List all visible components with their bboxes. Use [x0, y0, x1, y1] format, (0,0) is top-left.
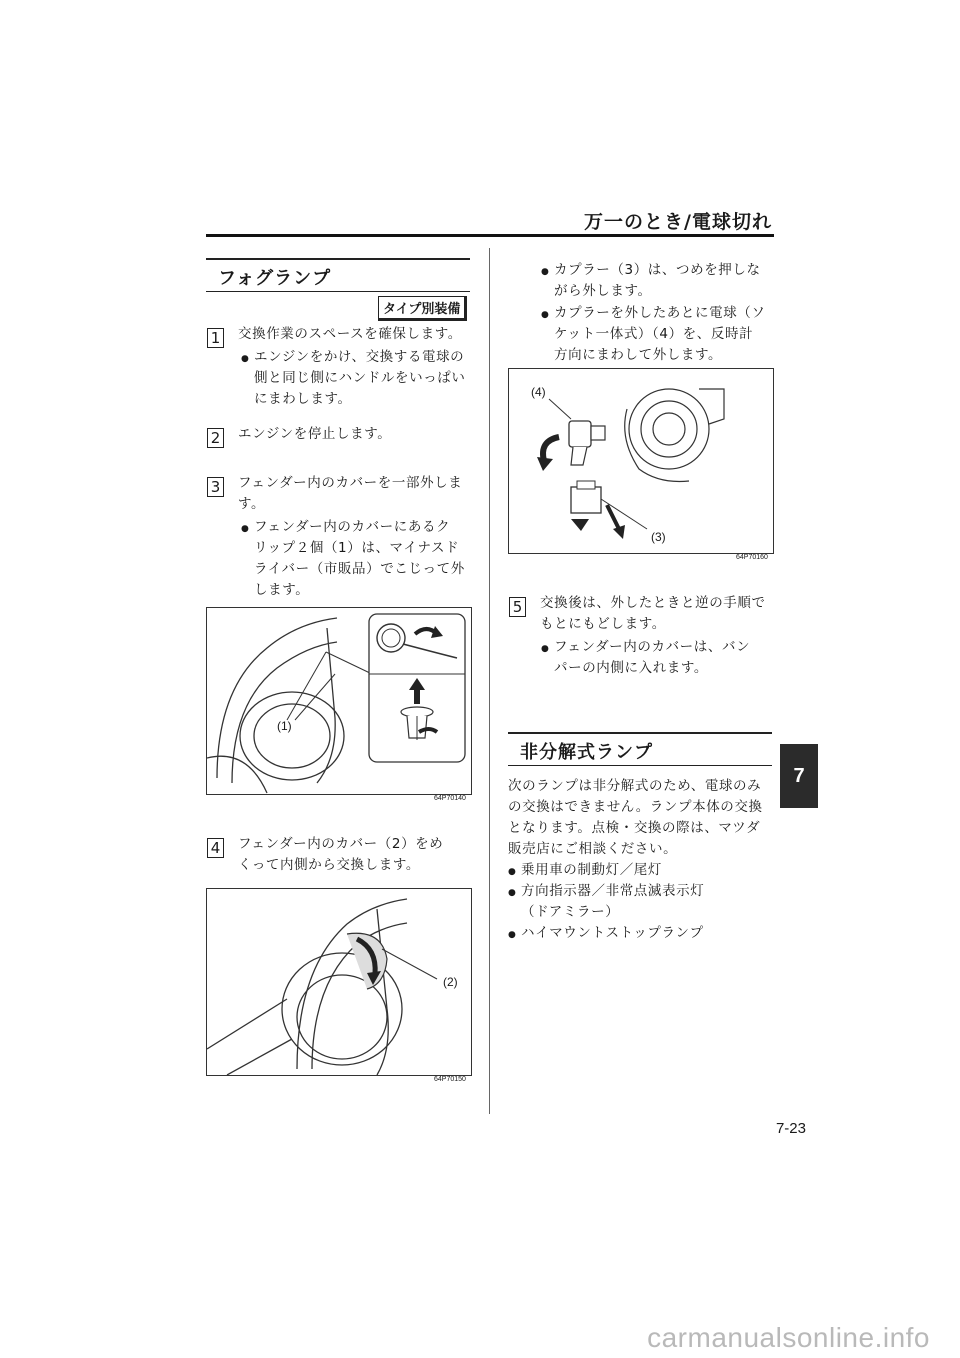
step-5-bullet: フェンダー内のカバーは、バン パーの内側に入れます。: [554, 639, 751, 676]
list-item: 方向指示器／非常点滅表示灯: [521, 883, 705, 899]
section-heading-fog-lamp: [206, 258, 470, 292]
section-heading-non-disassembly: [508, 732, 772, 766]
step-number-3: 3: [207, 477, 224, 497]
step-number-2: 2: [207, 428, 224, 448]
figure-1-code: 64P70140: [434, 795, 466, 802]
figure-bulb-removal: [508, 368, 774, 554]
step-2-text: エンジンを停止します。: [238, 426, 392, 442]
figure-1-callout: (1): [277, 719, 292, 733]
non-disassembly-paragraph: 次のランプは非分解式のため、電球のみ の交換はできません。ランプ本体の交換 となります。点検・交換の際は、マツダ 販売店にご相談ください。: [508, 778, 763, 857]
page-header-title: 万一のとき/電球切れ: [584, 211, 772, 233]
step-1-text: 交換作業のスペースを確保します。: [238, 326, 462, 342]
step-4-text: フェンダー内のカバー（2）をめ くって内側から交換します。: [238, 836, 444, 873]
section-title: フォグランプ: [218, 268, 332, 289]
step-3-bullet: フェンダー内のカバーにあるク リップ２個（1）は、マイナスド ライバー（市販品）でこじって外 します。: [254, 519, 465, 598]
list-item: ハイマウントストップランプ: [521, 925, 704, 941]
column-divider: [489, 248, 490, 1114]
fender-cover-illustration: [207, 889, 471, 1075]
step-5-text: 交換後は、外したときと逆の手順で もとにもどします。: [540, 595, 766, 632]
list-item: （ドアミラー）: [521, 904, 620, 920]
watermark: carmanualsonline.info: [647, 1322, 930, 1353]
figure-2-callout: (2): [443, 975, 458, 989]
equipment-type-badge: タイプ別装備: [378, 296, 467, 321]
figure-3-code: 64P70160: [736, 554, 768, 561]
step-number-5: 5: [509, 597, 526, 617]
chapter-tab: 7: [780, 744, 818, 808]
fender-clip-illustration: [207, 608, 471, 794]
bulb-socket-illustration: [509, 369, 773, 553]
step-number-1: 1: [207, 328, 224, 348]
list-item: 乗用車の制動灯／尾灯: [521, 862, 662, 878]
figure-2-code: 64P70150: [434, 1076, 466, 1083]
coupler-bullet: カプラー（3）は、つめを押しな がら外します。: [554, 262, 761, 299]
header-rule: [206, 234, 774, 237]
step-3-text: フェンダー内のカバーを一部外しま す。: [238, 475, 463, 512]
step-number-4: 4: [207, 838, 224, 858]
non-disassembly-list: [521, 860, 704, 944]
bulb-bullet: カプラーを外したあとに電球（ソ ケット一体式）（4）を、反時計 方向にまわして外します。: [554, 305, 766, 363]
figure-3-callout-4: (4): [531, 385, 546, 399]
figure-clip-removal: [206, 607, 472, 795]
page-number: 7-23: [775, 1120, 806, 1137]
figure-3-callout-3: (3): [651, 530, 666, 544]
step-1-bullet: エンジンをかけ、交換する電球の 側と同じ側にハンドルをいっぱい にまわします。: [254, 349, 466, 407]
figure-fender-cover: [206, 888, 472, 1076]
section-title: 非分解式ランプ: [520, 742, 653, 763]
